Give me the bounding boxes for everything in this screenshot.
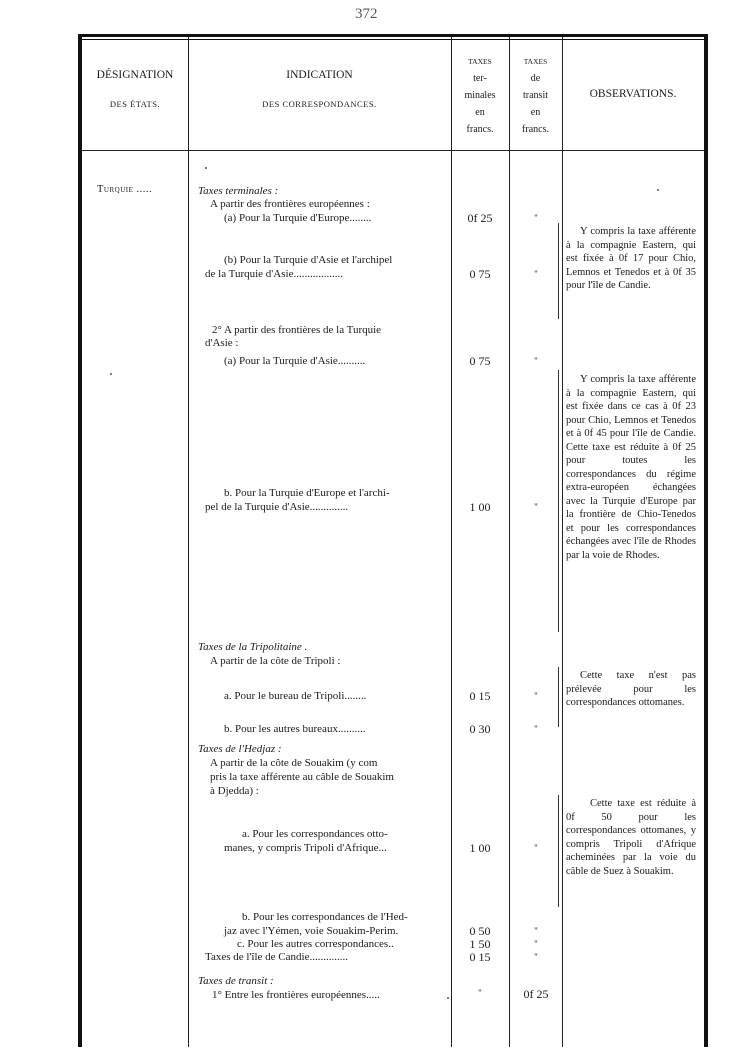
header-observations-title: OBSERVATIONS.	[589, 88, 677, 100]
val-europe-archipel: 1 00	[469, 500, 491, 514]
header-transit-line-4: en	[530, 107, 541, 118]
row-ottomanes-2: manes, y compris Tripoli d'Afrique...	[224, 842, 387, 854]
row-bureau-tripoli: a. Pour le bureau de Tripoli........	[224, 690, 367, 702]
header-terminal-line-4: en	[475, 107, 485, 118]
from-souakim-3: à Djedda) :	[210, 785, 259, 797]
row-autres-correspondances: c. Pour les autres correspondances..	[237, 938, 394, 950]
val-transit-terminal: "	[478, 988, 482, 998]
from-tripoli-coast: A partir de la côte de Tripoli :	[210, 655, 341, 667]
header-transit-taxes	[509, 53, 562, 138]
header-observations	[562, 88, 704, 100]
from-asian-borders-1: 2° A partir des frontières de la Turquie	[212, 324, 382, 336]
header-terminal-line-2: ter-	[473, 73, 487, 84]
tr-autres-bureaux: "	[534, 724, 538, 734]
from-asian-borders-2: d'Asie :	[205, 337, 239, 349]
tr-candie: "	[534, 952, 538, 962]
header-transit-line-3: transit	[523, 90, 548, 101]
print-speck	[657, 189, 659, 191]
header-transit-line-1: TAXES	[523, 57, 548, 66]
tr-ottomanes: "	[534, 843, 538, 853]
col-divider-1	[188, 37, 189, 1047]
row-turquie-asie-archipel-1: (b) Pour la Turquie d'Asie et l'archipel	[224, 254, 393, 266]
header-designation-subtitle: DES ÉTATS.	[109, 99, 161, 109]
brace-obs-3	[558, 667, 559, 727]
header-designation	[82, 69, 188, 109]
val-bureau-tripoli: 0 15	[469, 689, 491, 703]
observation-2: Y compris la taxe afférente à la compagnie Eastern, qui est fixée dans ce cas à 0f 23 pour Chio, Lemnos et Tenedos et à 0f 45 pour l'île de Candie. Cette taxe est réduite à 0f 25 pour toutes les correspondances du régime extra-européen échangées avec la Turquie d'Europe par la frontière de Chio-Tenedos et pour les correspondances échangées avec l'île de Rhodes par la voie de Rhodes.	[566, 374, 696, 561]
table-frame	[78, 34, 708, 1047]
header-designation-title: DÉSIGNATION	[96, 69, 174, 81]
terminal-taxes-heading: Taxes terminales :	[198, 185, 279, 197]
tripolitaine-heading: Taxes de la Tripolitaine .	[198, 641, 308, 653]
state-name: Turquie .....	[97, 184, 153, 195]
page-number: 372	[355, 6, 378, 22]
row-candie: Taxes de l'île de Candie..............	[205, 951, 348, 963]
tr-hedjaz-yemen: "	[534, 926, 538, 936]
col-divider-3	[509, 37, 510, 1047]
row-turquie-asie: (a) Pour la Turquie d'Asie..........	[224, 355, 366, 367]
header-terminal-taxes	[451, 53, 509, 138]
val-turquie-asie: 0 75	[469, 354, 491, 368]
row-autres-bureaux: b. Pour les autres bureaux..........	[224, 723, 366, 735]
row-ottomanes-1: a. Pour les correspondances otto-	[242, 828, 388, 840]
print-speck	[447, 997, 449, 999]
observation-3: Cette taxe n'est pas prélevée pour les correspondances ottomanes.	[566, 670, 696, 708]
header-terminal-line-5: francs.	[466, 124, 494, 135]
row-turquie-europe: (a) Pour la Turquie d'Europe........	[224, 212, 372, 224]
val-hedjaz-yemen: 0 50	[469, 924, 491, 938]
row-turquie-asie-archipel-2: de la Turquie d'Asie..................	[205, 268, 343, 280]
header-terminal-line-3: minales	[464, 90, 496, 101]
tr-transit-european: 0f 25	[523, 987, 549, 1001]
header-indication-subtitle: DES CORRESPONDANCES.	[262, 99, 377, 109]
brace-obs-4	[558, 795, 559, 907]
tr-bureau-tripoli: "	[534, 691, 538, 701]
brace-obs-2	[558, 370, 559, 632]
val-turquie-asie-archipel: 0 75	[469, 267, 491, 281]
row-europe-archipel-2: pel de la Turquie d'Asie..............	[205, 501, 349, 513]
header-rule	[82, 150, 704, 151]
tr-turquie-asie: "	[534, 356, 538, 366]
tr-autres-correspondances: "	[534, 939, 538, 949]
val-candie: 0 15	[469, 950, 491, 964]
observation-1: Y compris la taxe afférente à la compagnie Eastern, qui est fixée à 0f 17 pour Chio, Lemnos et Tenedos et à 0f 35 pour l'île de Candie.	[566, 226, 696, 291]
tr-turquie-europe: "	[534, 213, 538, 223]
from-european-borders: A partir des frontières européennes :	[210, 198, 370, 210]
from-souakim-2: pris la taxe afférente au câble de Souakim	[210, 771, 394, 783]
observation-4: Cette taxe est réduite à 0f 50 pour les correspondances ottomanes, y compris Tripoli d'Afrique acheminées par la voie du câble de Suez à Souakim.	[566, 798, 696, 877]
val-turquie-europe: 0f 25	[467, 211, 493, 225]
row-hedjaz-yemen-2: jaz avec l'Yémen, voie Souakim-Perim.	[224, 925, 399, 937]
tr-europe-archipel: "	[534, 502, 538, 512]
val-ottomanes: 1 00	[469, 841, 491, 855]
print-speck	[205, 167, 207, 169]
val-autres-bureaux: 0 30	[469, 722, 491, 736]
col-divider-2	[451, 37, 452, 1047]
header-transit-line-5: francs.	[522, 124, 549, 135]
hedjaz-heading: Taxes de l'Hedjaz :	[198, 743, 282, 755]
header-transit-line-2: de	[530, 73, 541, 84]
brace-obs-1	[558, 223, 559, 319]
from-souakim-1: A partir de la côte de Souakim (y com	[210, 757, 378, 769]
row-europe-archipel-1: b. Pour la Turquie d'Europe et l'archi-	[224, 487, 390, 499]
col-divider-4	[562, 37, 563, 1047]
header-terminal-line-1: TAXES	[468, 57, 492, 66]
row-hedjaz-yemen-1: b. Pour les correspondances de l'Hed-	[242, 911, 408, 923]
transit-heading: Taxes de transit :	[198, 975, 274, 987]
header-indication	[188, 69, 451, 109]
tr-turquie-asie-archipel: "	[534, 269, 538, 279]
val-autres-correspondances: 1 50	[469, 937, 491, 951]
row-transit-european: 1° Entre les frontières européennes.....	[212, 989, 380, 1001]
header-indication-title: INDICATION	[286, 69, 353, 81]
print-speck	[110, 373, 112, 375]
